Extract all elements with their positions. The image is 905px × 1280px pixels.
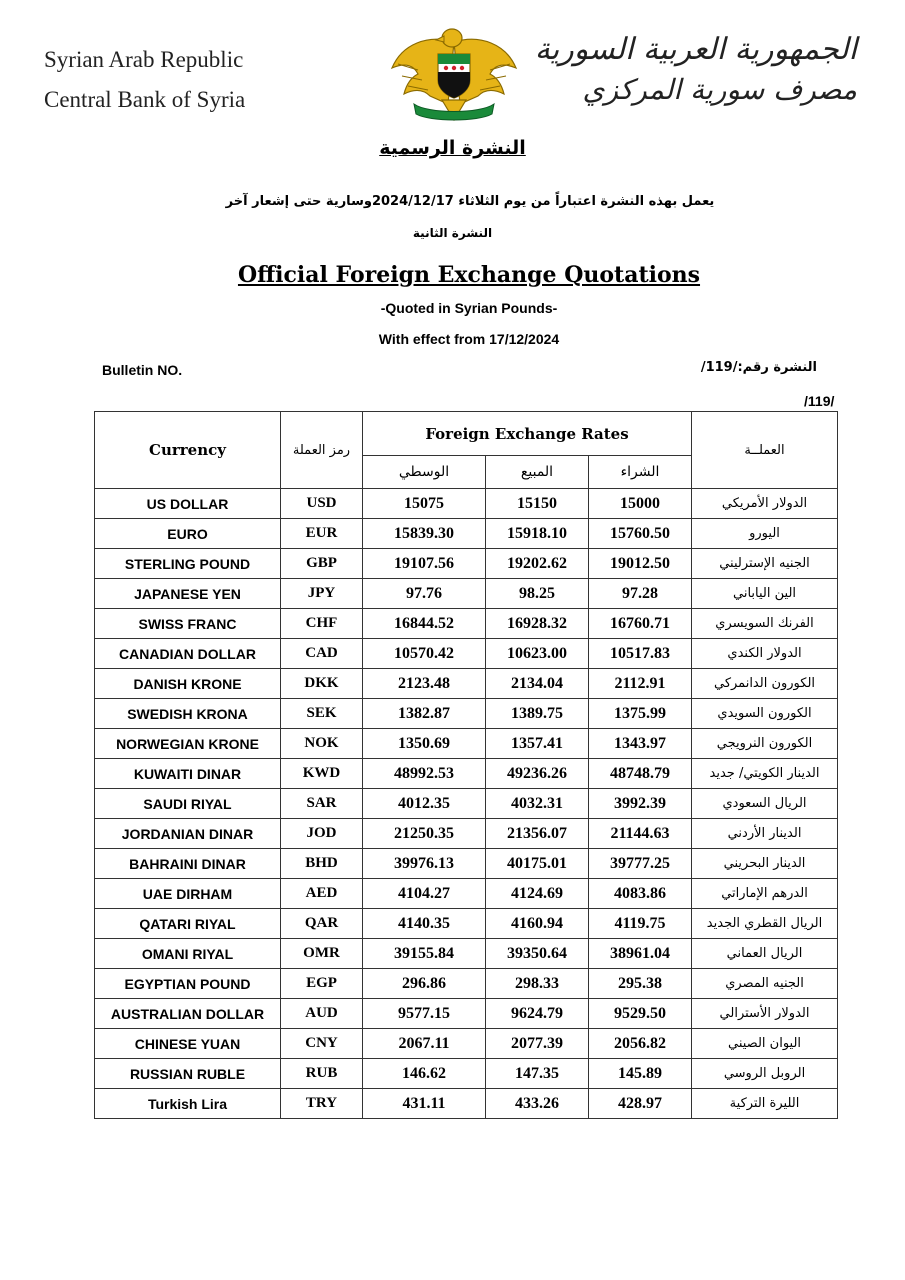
currency-name: UAE DIRHAM [95,879,281,909]
currency-code: BHD [281,849,363,879]
table-row [95,489,838,519]
mid-rate: 296.86 [363,969,486,999]
table-row [95,519,838,549]
buy-rate: 15760.50 [589,519,692,549]
mid-rate: 1382.87 [363,699,486,729]
mid-rate: 39155.84 [363,939,486,969]
currency-code: SAR [281,789,363,819]
bulletin-number-label: Bulletin NO. [102,362,183,378]
currency-code: KWD [281,759,363,789]
buy-rate: 19012.50 [589,549,692,579]
currency-name-ar: الريال العماني [692,939,838,969]
currency-name: EGYPTIAN POUND [95,969,281,999]
sell-rate: 49236.26 [486,759,589,789]
currency-name-ar: الكورون الدانمركي [692,669,838,699]
currency-name-ar: الدولار الأسترالي [692,999,838,1029]
mid-rate: 97.76 [363,579,486,609]
header-currency-code: رمز العملة [281,412,363,489]
mid-rate: 15075 [363,489,486,519]
table-row [95,639,838,669]
currency-name: QATARI RIYAL [95,909,281,939]
currency-code: OMR [281,939,363,969]
sell-rate: 1357.41 [486,729,589,759]
sell-rate: 16928.32 [486,609,589,639]
currency-name-ar: الريال القطري الجديد [692,909,838,939]
currency-code: AUD [281,999,363,1029]
currency-name-ar: اليورو [692,519,838,549]
currency-code: SEK [281,699,363,729]
header-exchange-rates: Foreign Exchange Rates [363,412,692,456]
currency-name-ar: الجنيه الإسترليني [692,549,838,579]
document-title: Official Foreign Exchange Quotations [237,262,701,288]
mid-rate: 4140.35 [363,909,486,939]
currency-name: BAHRAINI DINAR [95,849,281,879]
table-row [95,699,838,729]
sell-rate: 21356.07 [486,819,589,849]
exchange-rates-body [95,489,838,1119]
header-buy-rate: الشراء [589,456,692,489]
sell-rate: 10623.00 [486,639,589,669]
sell-rate: 9624.79 [486,999,589,1029]
table-row [95,1059,838,1089]
table-row [95,1089,838,1119]
currency-code: NOK [281,729,363,759]
sell-rate: 4160.94 [486,909,589,939]
currency-code: USD [281,489,363,519]
currency-name: JORDANIAN DINAR [95,819,281,849]
mid-rate: 10570.42 [363,639,486,669]
header-mid-rate: الوسطي [363,456,486,489]
buy-rate: 39777.25 [589,849,692,879]
table-row [95,999,838,1029]
buy-rate: 4119.75 [589,909,692,939]
en-bank-name: Central Bank of Syria [44,87,246,112]
currency-name: RUSSIAN RUBLE [95,1059,281,1089]
table-row [95,849,838,879]
buy-rate: 295.38 [589,969,692,999]
currency-name-ar: الكورون السويدي [692,699,838,729]
mid-rate: 146.62 [363,1059,486,1089]
ar-bulletin-number: النشرة رقم:/119/ [700,360,817,375]
currency-code: EGP [281,969,363,999]
currency-name: OMANI RIYAL [95,939,281,969]
sell-rate: 433.26 [486,1089,589,1119]
currency-name: SAUDI RIYAL [95,789,281,819]
mid-rate: 21250.35 [363,819,486,849]
buy-rate: 21144.63 [589,819,692,849]
buy-rate: 15000 [589,489,692,519]
currency-name: Turkish Lira [95,1089,281,1119]
buy-rate: 2056.82 [589,1029,692,1059]
sell-rate: 147.35 [486,1059,589,1089]
currency-name: SWISS FRANC [95,609,281,639]
currency-code: DKK [281,669,363,699]
quoted-currency-note: -Quoted in Syrian Pounds- [380,300,558,316]
header-currency: Currency [95,412,281,489]
currency-code: GBP [281,549,363,579]
currency-code: JOD [281,819,363,849]
ar-country-name: الجمهورية العربية السورية [534,32,857,67]
exchange-rates-table [94,411,838,1119]
table-row [95,909,838,939]
currency-code: QAR [281,909,363,939]
mid-rate: 431.11 [363,1089,486,1119]
sell-rate: 40175.01 [486,849,589,879]
mid-rate: 15839.30 [363,519,486,549]
sell-rate: 15150 [486,489,589,519]
bulletin-number-value: /119/ [804,393,835,409]
table-row [95,579,838,609]
ar-effective-date-note: يعمل بهذه النشرة اعتباراً من يوم الثلاثاء 2024/12/17وسارية حتى إشعار آخر [225,194,715,209]
currency-name-ar: اليوان الصيني [692,1029,838,1059]
currency-name-ar: الكورون النرويجي [692,729,838,759]
currency-name-ar: الفرنك السويسري [692,609,838,639]
mid-rate: 9577.15 [363,999,486,1029]
buy-rate: 1343.97 [589,729,692,759]
currency-name: EURO [95,519,281,549]
buy-rate: 1375.99 [589,699,692,729]
currency-name: KUWAITI DINAR [95,759,281,789]
currency-name: NORWEGIAN KRONE [95,729,281,759]
buy-rate: 3992.39 [589,789,692,819]
mid-rate: 48992.53 [363,759,486,789]
buy-rate: 4083.86 [589,879,692,909]
currency-name: SWEDISH KRONA [95,699,281,729]
currency-name: AUSTRALIAN DOLLAR [95,999,281,1029]
mid-rate: 2067.11 [363,1029,486,1059]
buy-rate: 428.97 [589,1089,692,1119]
currency-name: CHINESE YUAN [95,1029,281,1059]
currency-name-ar: الدولار الكندي [692,639,838,669]
currency-code: CHF [281,609,363,639]
currency-name: DANISH KRONE [95,669,281,699]
currency-code: EUR [281,519,363,549]
currency-name: STERLING POUND [95,549,281,579]
sell-rate: 39350.64 [486,939,589,969]
currency-name-ar: الجنيه المصري [692,969,838,999]
ar-letterhead [535,30,857,110]
mid-rate: 19107.56 [363,549,486,579]
currency-code: TRY [281,1089,363,1119]
header-sell-rate: المبيع [486,456,589,489]
header-currency-ar: العملــة [692,412,838,489]
syria-eagle-emblem-icon [388,24,520,132]
sell-rate: 15918.10 [486,519,589,549]
table-row [95,789,838,819]
mid-rate: 2123.48 [363,669,486,699]
table-row [95,729,838,759]
currency-name-ar: الدرهم الإماراتي [692,879,838,909]
table-row [95,939,838,969]
buy-rate: 48748.79 [589,759,692,789]
sell-rate: 19202.62 [486,549,589,579]
sell-rate: 298.33 [486,969,589,999]
currency-code: AED [281,879,363,909]
currency-name-ar: الدينار الكويتي/ جديد [692,759,838,789]
currency-name-ar: الين الياباني [692,579,838,609]
sell-rate: 1389.75 [486,699,589,729]
sell-rate: 4032.31 [486,789,589,819]
buy-rate: 10517.83 [589,639,692,669]
sell-rate: 4124.69 [486,879,589,909]
mid-rate: 39976.13 [363,849,486,879]
buy-rate: 2112.91 [589,669,692,699]
currency-name-ar: الريال السعودي [692,789,838,819]
table-row [95,549,838,579]
sell-rate: 2134.04 [486,669,589,699]
currency-name-ar: الدولار الأمريكي [692,489,838,519]
buy-rate: 97.28 [589,579,692,609]
table-row [95,819,838,849]
buy-rate: 145.89 [589,1059,692,1089]
currency-name-ar: الدينار البحريني [692,849,838,879]
currency-code: RUB [281,1059,363,1089]
currency-code: JPY [281,579,363,609]
en-country-name: Syrian Arab Republic [44,47,244,72]
currency-name: US DOLLAR [95,489,281,519]
effective-date: With effect from 17/12/2024 [378,331,560,347]
ar-bulletin-title: النشرة الرسمية [379,137,526,159]
table-row [95,759,838,789]
sell-rate: 98.25 [486,579,589,609]
buy-rate: 9529.50 [589,999,692,1029]
currency-name: CANADIAN DOLLAR [95,639,281,669]
ar-bank-name: مصرف سورية المركزي [582,73,857,106]
mid-rate: 4012.35 [363,789,486,819]
buy-rate: 16760.71 [589,609,692,639]
currency-code: CAD [281,639,363,669]
table-row [95,1029,838,1059]
buy-rate: 38961.04 [589,939,692,969]
en-letterhead [44,40,245,120]
table-row [95,969,838,999]
mid-rate: 4104.27 [363,879,486,909]
table-row [95,879,838,909]
mid-rate: 1350.69 [363,729,486,759]
currency-code: CNY [281,1029,363,1059]
table-row [95,669,838,699]
currency-name-ar: الدينار الأردني [692,819,838,849]
currency-name-ar: الروبل الروسي [692,1059,838,1089]
ar-second-bulletin-label: النشرة الثانية [412,226,493,240]
currency-name-ar: الليرة التركية [692,1089,838,1119]
table-row [95,609,838,639]
mid-rate: 16844.52 [363,609,486,639]
sell-rate: 2077.39 [486,1029,589,1059]
currency-name: JAPANESE YEN [95,579,281,609]
